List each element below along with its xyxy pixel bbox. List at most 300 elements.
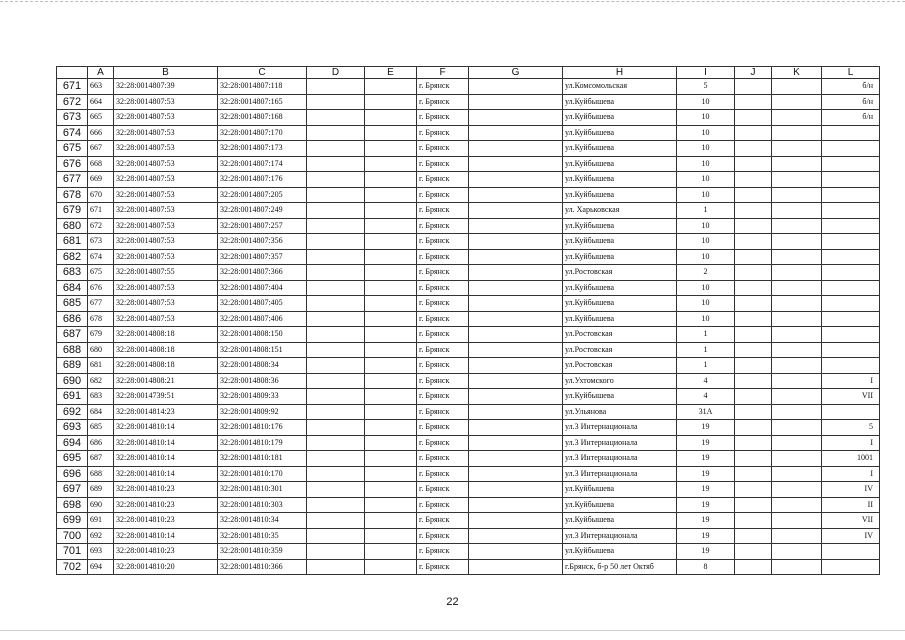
cell-c[interactable]: 32:28:0014810:303 <box>218 497 307 513</box>
cell-h[interactable]: ул.Куйбышева <box>563 544 677 560</box>
cell-c[interactable]: 32:28:0014810:301 <box>218 482 307 498</box>
cell-f[interactable]: г. Брянск <box>417 203 469 219</box>
cell-b[interactable]: 32:28:0014807:53 <box>114 156 218 172</box>
cell-f[interactable]: г. Брянск <box>417 528 469 544</box>
cell-e[interactable] <box>365 141 417 157</box>
cell-h[interactable]: ул.Ульянова <box>563 404 677 420</box>
cell-d[interactable] <box>307 249 365 265</box>
cell-d[interactable] <box>307 156 365 172</box>
cell-c[interactable]: 32:28:0014807:357 <box>218 249 307 265</box>
cell-k[interactable] <box>772 528 822 544</box>
cell-i[interactable]: 31А <box>677 404 735 420</box>
cell-g[interactable] <box>469 404 563 420</box>
cell-j[interactable] <box>735 482 772 498</box>
cell-f[interactable]: г. Брянск <box>417 94 469 110</box>
cell-g[interactable] <box>469 420 563 436</box>
cell-d[interactable] <box>307 528 365 544</box>
cell-j[interactable] <box>735 311 772 327</box>
cell-e[interactable] <box>365 466 417 482</box>
cell-i[interactable]: 19 <box>677 451 735 467</box>
cell-c[interactable]: 32:28:0014810:366 <box>218 559 307 575</box>
cell-i[interactable]: 8 <box>677 559 735 575</box>
cell-c[interactable]: 32:28:0014807:366 <box>218 265 307 281</box>
cell-l[interactable] <box>822 249 880 265</box>
cell-l[interactable]: VII <box>822 513 880 529</box>
cell-f[interactable]: г. Брянск <box>417 172 469 188</box>
cell-f[interactable]: г. Брянск <box>417 482 469 498</box>
cell-e[interactable] <box>365 420 417 436</box>
cell-d[interactable] <box>307 327 365 343</box>
cell-h[interactable]: ул.Куйбышева <box>563 482 677 498</box>
cell-b[interactable]: 32:28:0014807:39 <box>114 79 218 95</box>
cell-f[interactable]: г. Брянск <box>417 296 469 312</box>
row-number-cell[interactable]: 702 <box>57 559 88 575</box>
cell-l[interactable] <box>822 559 880 575</box>
cell-f[interactable]: г. Брянск <box>417 79 469 95</box>
row-number-cell[interactable]: 692 <box>57 404 88 420</box>
cell-b[interactable]: 32:28:0014810:23 <box>114 513 218 529</box>
cell-i[interactable]: 10 <box>677 187 735 203</box>
column-header-b[interactable]: B <box>114 67 218 79</box>
cell-g[interactable] <box>469 172 563 188</box>
cell-f[interactable]: г. Брянск <box>417 513 469 529</box>
cell-e[interactable] <box>365 404 417 420</box>
cell-j[interactable] <box>735 528 772 544</box>
cell-c[interactable]: 32:28:0014807:174 <box>218 156 307 172</box>
cell-c[interactable]: 32:28:0014807:406 <box>218 311 307 327</box>
cell-k[interactable] <box>772 296 822 312</box>
cell-a[interactable]: 671 <box>88 203 114 219</box>
cell-b[interactable]: 32:28:0014739:51 <box>114 389 218 405</box>
cell-f[interactable]: г. Брянск <box>417 110 469 126</box>
cell-l[interactable] <box>822 234 880 250</box>
cell-a[interactable]: 692 <box>88 528 114 544</box>
cell-i[interactable]: 19 <box>677 466 735 482</box>
cell-d[interactable] <box>307 358 365 374</box>
cell-c[interactable]: 32:28:0014807:165 <box>218 94 307 110</box>
cell-a[interactable]: 680 <box>88 342 114 358</box>
cell-k[interactable] <box>772 187 822 203</box>
cell-c[interactable]: 32:28:0014809:92 <box>218 404 307 420</box>
cell-i[interactable]: 10 <box>677 234 735 250</box>
column-header-g[interactable]: G <box>469 67 563 79</box>
cell-g[interactable] <box>469 311 563 327</box>
cell-b[interactable]: 32:28:0014808:18 <box>114 342 218 358</box>
row-number-cell[interactable]: 671 <box>57 79 88 95</box>
cell-f[interactable]: г. Брянск <box>417 358 469 374</box>
cell-d[interactable] <box>307 544 365 560</box>
cell-i[interactable]: 5 <box>677 79 735 95</box>
cell-l[interactable]: IV <box>822 482 880 498</box>
cell-l[interactable]: б/н <box>822 79 880 95</box>
row-number-cell[interactable]: 688 <box>57 342 88 358</box>
cell-b[interactable]: 32:28:0014807:53 <box>114 280 218 296</box>
cell-j[interactable] <box>735 389 772 405</box>
cell-d[interactable] <box>307 110 365 126</box>
cell-d[interactable] <box>307 265 365 281</box>
cell-l[interactable]: б/н <box>822 110 880 126</box>
cell-a[interactable]: 686 <box>88 435 114 451</box>
cell-g[interactable] <box>469 559 563 575</box>
cell-c[interactable]: 32:28:0014807:118 <box>218 79 307 95</box>
cell-j[interactable] <box>735 141 772 157</box>
cell-i[interactable]: 10 <box>677 110 735 126</box>
column-header-f[interactable]: F <box>417 67 469 79</box>
cell-g[interactable] <box>469 125 563 141</box>
column-header-a[interactable]: A <box>88 67 114 79</box>
cell-l[interactable]: I <box>822 373 880 389</box>
corner-header-cell[interactable] <box>57 67 88 79</box>
cell-i[interactable]: 10 <box>677 125 735 141</box>
cell-d[interactable] <box>307 141 365 157</box>
cell-k[interactable] <box>772 280 822 296</box>
cell-b[interactable]: 32:28:0014810:23 <box>114 544 218 560</box>
cell-k[interactable] <box>772 125 822 141</box>
row-number-cell[interactable]: 691 <box>57 389 88 405</box>
cell-i[interactable]: 1 <box>677 358 735 374</box>
row-number-cell[interactable]: 687 <box>57 327 88 343</box>
cell-k[interactable] <box>772 559 822 575</box>
cell-g[interactable] <box>469 156 563 172</box>
row-number-cell[interactable]: 695 <box>57 451 88 467</box>
cell-d[interactable] <box>307 125 365 141</box>
cell-b[interactable]: 32:28:0014808:18 <box>114 327 218 343</box>
cell-h[interactable]: ул.Ростовская <box>563 265 677 281</box>
cell-k[interactable] <box>772 94 822 110</box>
cell-g[interactable] <box>469 466 563 482</box>
row-number-cell[interactable]: 674 <box>57 125 88 141</box>
cell-j[interactable] <box>735 249 772 265</box>
cell-e[interactable] <box>365 559 417 575</box>
cell-f[interactable]: г. Брянск <box>417 373 469 389</box>
row-number-cell[interactable]: 689 <box>57 358 88 374</box>
cell-e[interactable] <box>365 528 417 544</box>
cell-j[interactable] <box>735 373 772 389</box>
cell-e[interactable] <box>365 358 417 374</box>
cell-d[interactable] <box>307 342 365 358</box>
cell-h[interactable]: ул.Куйбышева <box>563 110 677 126</box>
cell-b[interactable]: 32:28:0014807:53 <box>114 125 218 141</box>
cell-j[interactable] <box>735 513 772 529</box>
cell-e[interactable] <box>365 544 417 560</box>
cell-k[interactable] <box>772 265 822 281</box>
cell-i[interactable]: 10 <box>677 218 735 234</box>
cell-k[interactable] <box>772 156 822 172</box>
cell-i[interactable]: 10 <box>677 311 735 327</box>
cell-g[interactable] <box>469 389 563 405</box>
cell-i[interactable]: 10 <box>677 141 735 157</box>
cell-c[interactable]: 32:28:0014807:257 <box>218 218 307 234</box>
cell-l[interactable] <box>822 218 880 234</box>
row-number-cell[interactable]: 700 <box>57 528 88 544</box>
cell-f[interactable]: г. Брянск <box>417 187 469 203</box>
cell-g[interactable] <box>469 280 563 296</box>
row-number-cell[interactable]: 672 <box>57 94 88 110</box>
cell-e[interactable] <box>365 280 417 296</box>
row-number-cell[interactable]: 698 <box>57 497 88 513</box>
cell-h[interactable]: ул.Куйбышева <box>563 280 677 296</box>
cell-j[interactable] <box>735 79 772 95</box>
row-number-cell[interactable]: 680 <box>57 218 88 234</box>
column-header-c[interactable]: C <box>218 67 307 79</box>
column-header-d[interactable]: D <box>307 67 365 79</box>
cell-i[interactable]: 1 <box>677 327 735 343</box>
cell-i[interactable]: 4 <box>677 389 735 405</box>
cell-h[interactable]: г.Брянск, б-р 50 лет Октяб <box>563 559 677 575</box>
cell-h[interactable]: ул.Куйбышева <box>563 172 677 188</box>
cell-f[interactable]: г. Брянск <box>417 311 469 327</box>
cell-g[interactable] <box>469 544 563 560</box>
column-header-k[interactable]: K <box>772 67 822 79</box>
cell-i[interactable]: 19 <box>677 513 735 529</box>
cell-b[interactable]: 32:28:0014808:18 <box>114 358 218 374</box>
cell-d[interactable] <box>307 451 365 467</box>
cell-c[interactable]: 32:28:0014807:356 <box>218 234 307 250</box>
cell-j[interactable] <box>735 342 772 358</box>
row-number-cell[interactable]: 694 <box>57 435 88 451</box>
cell-f[interactable]: г. Брянск <box>417 280 469 296</box>
row-number-cell[interactable]: 686 <box>57 311 88 327</box>
cell-a[interactable]: 673 <box>88 234 114 250</box>
cell-i[interactable]: 19 <box>677 544 735 560</box>
cell-l[interactable] <box>822 203 880 219</box>
row-number-cell[interactable]: 673 <box>57 110 88 126</box>
cell-h[interactable]: ул.Ростовская <box>563 358 677 374</box>
cell-d[interactable] <box>307 373 365 389</box>
cell-l[interactable]: IV <box>822 528 880 544</box>
cell-a[interactable]: 682 <box>88 373 114 389</box>
cell-j[interactable] <box>735 358 772 374</box>
cell-h[interactable]: ул.Куйбышева <box>563 497 677 513</box>
cell-f[interactable]: г. Брянск <box>417 234 469 250</box>
cell-h[interactable]: ул.Куйбышева <box>563 389 677 405</box>
cell-f[interactable]: г. Брянск <box>417 404 469 420</box>
cell-k[interactable] <box>772 358 822 374</box>
cell-c[interactable]: 32:28:0014807:405 <box>218 296 307 312</box>
cell-i[interactable]: 10 <box>677 296 735 312</box>
row-number-cell[interactable]: 676 <box>57 156 88 172</box>
row-number-cell[interactable]: 678 <box>57 187 88 203</box>
cell-c[interactable]: 32:28:0014809:33 <box>218 389 307 405</box>
cell-e[interactable] <box>365 435 417 451</box>
cell-k[interactable] <box>772 218 822 234</box>
cell-k[interactable] <box>772 203 822 219</box>
row-number-cell[interactable]: 683 <box>57 265 88 281</box>
cell-j[interactable] <box>735 110 772 126</box>
cell-a[interactable]: 687 <box>88 451 114 467</box>
cell-l[interactable] <box>822 327 880 343</box>
cell-i[interactable]: 10 <box>677 280 735 296</box>
row-number-cell[interactable]: 682 <box>57 249 88 265</box>
cell-g[interactable] <box>469 110 563 126</box>
row-number-cell[interactable]: 685 <box>57 296 88 312</box>
cell-f[interactable]: г. Брянск <box>417 327 469 343</box>
row-number-cell[interactable]: 681 <box>57 234 88 250</box>
cell-e[interactable] <box>365 94 417 110</box>
cell-b[interactable]: 32:28:0014810:14 <box>114 451 218 467</box>
cell-e[interactable] <box>365 327 417 343</box>
column-header-h[interactable]: H <box>563 67 677 79</box>
cell-c[interactable]: 32:28:0014807:170 <box>218 125 307 141</box>
cell-k[interactable] <box>772 544 822 560</box>
cell-g[interactable] <box>469 513 563 529</box>
cell-f[interactable]: г. Брянск <box>417 420 469 436</box>
cell-b[interactable]: 32:28:0014810:14 <box>114 420 218 436</box>
cell-k[interactable] <box>772 79 822 95</box>
cell-e[interactable] <box>365 234 417 250</box>
cell-k[interactable] <box>772 141 822 157</box>
cell-d[interactable] <box>307 234 365 250</box>
cell-l[interactable] <box>822 358 880 374</box>
cell-d[interactable] <box>307 497 365 513</box>
cell-g[interactable] <box>469 435 563 451</box>
cell-f[interactable]: г. Брянск <box>417 451 469 467</box>
cell-g[interactable] <box>469 296 563 312</box>
cell-g[interactable] <box>469 327 563 343</box>
cell-e[interactable] <box>365 218 417 234</box>
cell-j[interactable] <box>735 125 772 141</box>
cell-b[interactable]: 32:28:0014808:21 <box>114 373 218 389</box>
cell-l[interactable] <box>822 172 880 188</box>
row-number-cell[interactable]: 697 <box>57 482 88 498</box>
cell-g[interactable] <box>469 141 563 157</box>
cell-e[interactable] <box>365 342 417 358</box>
cell-l[interactable] <box>822 311 880 327</box>
cell-c[interactable]: 32:28:0014810:34 <box>218 513 307 529</box>
cell-l[interactable] <box>822 156 880 172</box>
cell-i[interactable]: 19 <box>677 420 735 436</box>
cell-k[interactable] <box>772 172 822 188</box>
cell-j[interactable] <box>735 404 772 420</box>
cell-e[interactable] <box>365 172 417 188</box>
cell-a[interactable]: 663 <box>88 79 114 95</box>
cell-b[interactable]: 32:28:0014810:14 <box>114 466 218 482</box>
column-header-l[interactable]: L <box>822 67 880 79</box>
cell-h[interactable]: ул.Ростовская <box>563 342 677 358</box>
cell-f[interactable]: г. Брянск <box>417 559 469 575</box>
cell-e[interactable] <box>365 156 417 172</box>
cell-h[interactable]: ул.3 Интернационала <box>563 435 677 451</box>
cell-j[interactable] <box>735 218 772 234</box>
cell-e[interactable] <box>365 513 417 529</box>
cell-j[interactable] <box>735 234 772 250</box>
cell-g[interactable] <box>469 451 563 467</box>
cell-h[interactable]: ул.Куйбышева <box>563 513 677 529</box>
cell-k[interactable] <box>772 389 822 405</box>
cell-l[interactable] <box>822 280 880 296</box>
cell-h[interactable]: ул.Куйбышева <box>563 156 677 172</box>
cell-e[interactable] <box>365 389 417 405</box>
cell-e[interactable] <box>365 497 417 513</box>
cell-b[interactable]: 32:28:0014810:23 <box>114 482 218 498</box>
cell-a[interactable]: 666 <box>88 125 114 141</box>
cell-l[interactable] <box>822 342 880 358</box>
cell-g[interactable] <box>469 482 563 498</box>
cell-a[interactable]: 669 <box>88 172 114 188</box>
cell-k[interactable] <box>772 466 822 482</box>
cell-d[interactable] <box>307 203 365 219</box>
cell-d[interactable] <box>307 482 365 498</box>
cell-b[interactable]: 32:28:0014807:55 <box>114 265 218 281</box>
column-header-i[interactable]: I <box>677 67 735 79</box>
cell-j[interactable] <box>735 451 772 467</box>
cell-k[interactable] <box>772 327 822 343</box>
cell-d[interactable] <box>307 513 365 529</box>
cell-g[interactable] <box>469 373 563 389</box>
cell-d[interactable] <box>307 404 365 420</box>
cell-d[interactable] <box>307 94 365 110</box>
cell-l[interactable] <box>822 404 880 420</box>
cell-h[interactable]: ул.3 Интернационала <box>563 466 677 482</box>
cell-d[interactable] <box>307 389 365 405</box>
cell-a[interactable]: 679 <box>88 327 114 343</box>
cell-f[interactable]: г. Брянск <box>417 141 469 157</box>
cell-d[interactable] <box>307 296 365 312</box>
cell-l[interactable] <box>822 296 880 312</box>
cell-c[interactable]: 32:28:0014810:35 <box>218 528 307 544</box>
cell-i[interactable]: 10 <box>677 172 735 188</box>
cell-k[interactable] <box>772 404 822 420</box>
cell-g[interactable] <box>469 94 563 110</box>
cell-j[interactable] <box>735 420 772 436</box>
cell-k[interactable] <box>772 342 822 358</box>
row-number-cell[interactable]: 699 <box>57 513 88 529</box>
cell-c[interactable]: 32:28:0014807:249 <box>218 203 307 219</box>
cell-c[interactable]: 32:28:0014810:181 <box>218 451 307 467</box>
row-number-cell[interactable]: 684 <box>57 280 88 296</box>
cell-i[interactable]: 19 <box>677 435 735 451</box>
cell-f[interactable]: г. Брянск <box>417 265 469 281</box>
cell-c[interactable]: 32:28:0014810:179 <box>218 435 307 451</box>
cell-g[interactable] <box>469 249 563 265</box>
cell-j[interactable] <box>735 265 772 281</box>
cell-e[interactable] <box>365 373 417 389</box>
row-number-cell[interactable]: 693 <box>57 420 88 436</box>
row-number-cell[interactable]: 696 <box>57 466 88 482</box>
cell-h[interactable]: ул.Куйбышева <box>563 249 677 265</box>
cell-d[interactable] <box>307 172 365 188</box>
cell-b[interactable]: 32:28:0014807:53 <box>114 187 218 203</box>
row-number-cell[interactable]: 677 <box>57 172 88 188</box>
column-header-e[interactable]: E <box>365 67 417 79</box>
cell-k[interactable] <box>772 435 822 451</box>
cell-a[interactable]: 675 <box>88 265 114 281</box>
cell-c[interactable]: 32:28:0014807:205 <box>218 187 307 203</box>
cell-e[interactable] <box>365 265 417 281</box>
cell-g[interactable] <box>469 187 563 203</box>
cell-l[interactable]: 1001 <box>822 451 880 467</box>
cell-f[interactable]: г. Брянск <box>417 544 469 560</box>
cell-h[interactable]: ул. Харьковская <box>563 203 677 219</box>
cell-l[interactable]: II <box>822 497 880 513</box>
cell-d[interactable] <box>307 79 365 95</box>
cell-b[interactable]: 32:28:0014807:53 <box>114 249 218 265</box>
cell-j[interactable] <box>735 435 772 451</box>
cell-c[interactable]: 32:28:0014808:151 <box>218 342 307 358</box>
cell-e[interactable] <box>365 311 417 327</box>
cell-h[interactable]: ул.3 Интернационала <box>563 420 677 436</box>
cell-c[interactable]: 32:28:0014807:176 <box>218 172 307 188</box>
cell-h[interactable]: ул.Комсомольская <box>563 79 677 95</box>
cell-g[interactable] <box>469 203 563 219</box>
cell-j[interactable] <box>735 94 772 110</box>
cell-d[interactable] <box>307 218 365 234</box>
cell-l[interactable] <box>822 187 880 203</box>
cell-c[interactable]: 32:28:0014808:36 <box>218 373 307 389</box>
cell-a[interactable]: 689 <box>88 482 114 498</box>
cell-d[interactable] <box>307 280 365 296</box>
cell-h[interactable]: ул.3 Интернационала <box>563 451 677 467</box>
